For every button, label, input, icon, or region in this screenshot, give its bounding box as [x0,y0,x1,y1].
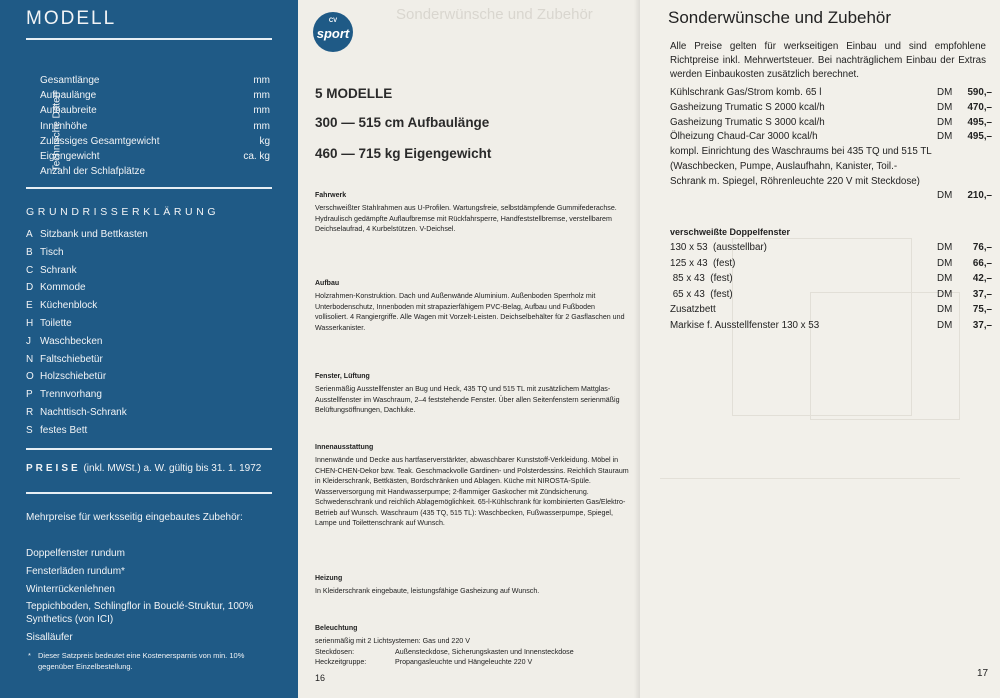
legend-item [26,333,148,351]
list-item [670,130,992,145]
price: 470,– [967,101,992,113]
price: 590,– [967,87,992,98]
section-text: Innenwände und Decke aus hartfaserverstärkter, abwaschbarer Kunststoff-Verkleidung. Möbel in CHEN-CHEN-Dekor bzw. Teak. Geschmackvolle Gardinen- und Polsterdessins. Reichlich Stauraum in Kleiderschrank, Bettkästen, Bordschränken und Ablagen. Küche mit NIROSTA-Spüle. Wasserversorgung mit Handwasserpumpe; 2-flammiger Gaskocher mit Zündsicherung. Schwedenschrank und reichlich Ablagemöglichkeit. 65-l-Kühlschrank für kombinierten Gas/Elektro-Betrieb auf Wunsch. Waschraum (435 TQ, 515 TL): Waschbecken, Fußwasserpumpe, Spiegel, Lampe und Toilettenschrank auf Wunsch. [315,456,629,527]
tech-row-label: Aufbaulänge [40,90,97,102]
list-item [670,145,992,202]
price-note-text: (inkl. MWSt.) a. W. gültig bis 31. 1. 1972 [83,463,262,474]
tech-data-vertical-label: Technische Daten [51,91,63,172]
currency: DM [937,190,953,202]
item-text: 65 x 43 (fest) [670,288,733,300]
item-text: 130 x 53 (ausstellbar) [670,242,767,253]
item-text: Kühlschrank Gas/Strom komb. 65 l [670,87,822,98]
table-row [315,657,574,668]
bleed-through-heading: Sonderwünsche und Zubehör [396,6,593,23]
tech-row-label: Anzahl der Schlafplätze [40,166,146,178]
sport-logo [313,12,353,52]
legend-key: R [26,406,34,418]
legend-label: festes Bett [40,424,88,436]
currency: DM [937,273,953,284]
page-number: 17 [977,668,989,679]
legend-label: Holzschiebetür [40,371,107,383]
legend-key: B [26,246,33,258]
section-aufbau [315,280,629,333]
item-text: 125 x 43 (fest) [670,257,736,269]
currency: DM [937,242,953,253]
legend-title: GRUNDRISSERKLÄRUNG [26,206,220,218]
page-number: 16 [315,673,326,683]
legend-label: Kommode [40,282,86,294]
price: 76,– [972,242,992,253]
page-16 [298,0,640,698]
price: 37,– [972,319,992,331]
price: 495,– [967,116,992,128]
section-text: Holzrahmen-Konstruktion. Dach und Außenwände Aluminium. Außenboden Sperrholz mit Unterbodenschutz, Innenboden mit strapazierfähigem PVC-Belag, Aufbau und Fußboden vollisoliert. 4 Rangiergriffe. Alle Wagen mit Vorzelt-Leisten. Deichselbehälter für 2 Gasflaschen und Wasserkanister. [315,292,625,332]
price: 75,– [972,304,992,315]
tech-row-label: Eigengewicht [40,150,100,162]
item-text: Gasheizung Trumatic S 3000 kcal/h [670,116,825,128]
tech-row [40,73,270,88]
extra-item: Doppelfenster rundum [26,548,125,559]
tech-row [40,88,270,103]
tech-row [40,134,270,149]
item-text: 85 x 43 (fest) [670,273,733,284]
weight-heading: 460 — 715 kg Eigengewicht [315,146,492,161]
legend-label: Toilette [40,317,72,329]
section-text: In Kleiderschrank eingebaute, leistungsfähige Gasheizung auf Wunsch. [315,587,540,595]
list-item [670,101,992,116]
price-note [26,463,261,474]
tech-row-unit: mm [253,90,270,102]
currency: DM [937,131,953,143]
extra-item: Sisalläufer [26,632,73,644]
extra-item: Fensterläden rundum* [26,565,125,577]
tech-row-label: Innenhöhe [40,120,88,132]
table-value: Außensteckdose, Sicherungskasten und Innensteckdose [395,647,574,656]
extras-heading: Mehrpreise für werksseitig eingebautes Zubehör: [26,512,243,523]
section-title: Beleuchtung [315,625,358,632]
windows-list [670,240,992,333]
legend-label: Nachttisch-Schrank [40,406,127,418]
legend-item [26,422,148,440]
legend-key: O [26,371,34,383]
legend-key: S [26,424,33,436]
tech-row-label: Zulässiges Gesamtgewicht [40,135,160,147]
table-key: Heckzeitgruppe: [315,658,367,666]
legend-label: Tisch [40,246,64,258]
price: 37,– [972,288,992,300]
list-item [670,318,992,334]
legend-label: Waschbecken [40,335,103,347]
section-text: Verschweißter Stahlrahmen aus U-Profilen. Wartungsfreie, selbstdämpfende Gummifederachse. Hydraulisch gedämpfte Auflaufbremse mit Rückfahrsperre, Handfeststellbremse, verstellbarem Deichselaufrad, 4 Kurbelstützen. V-Deichsel. [315,204,617,233]
legend-label: Trennvorhang [40,389,102,401]
list-item [670,271,992,287]
tech-row-unit: ca. kg [243,150,270,162]
legend-label: Schrank [40,264,77,276]
table-key: Steckdosen: [315,647,355,656]
legend-key: D [26,282,34,294]
legend-item [26,297,148,315]
price-note-keyword: PREISE [26,463,81,474]
tech-row-label: Gesamtlänge [40,75,100,86]
page-17 [640,0,1000,698]
price: 210,– [967,190,992,202]
page-title: Sonderwünsche und Zubehör [668,8,892,27]
section-text: serienmäßig mit 2 Lichtsystemen: Gas und 220 V [315,637,470,645]
list-item [670,240,992,256]
footnote-text: Dieser Satzpreis bedeutet eine Kostenersparnis von min. 10% gegenüber Einzelbestellung. [38,651,245,671]
list-item [670,256,992,272]
tech-row-unit: mm [253,75,270,86]
legend-item [26,386,148,404]
floorplan-legend [26,226,148,440]
lighting-table [315,647,574,668]
list-item [670,86,992,101]
extra-item: Teppichboden, Schlingflor in Bouclé-Struktur, 100% Synthetics (von ICI) [26,601,254,626]
legend-label: Küchenblock [40,300,98,312]
tech-row [40,149,270,164]
section-title: Innenausstattung [315,444,374,451]
legend-item [26,368,148,386]
section-heizung [315,575,629,597]
legend-item [26,279,148,297]
list-item [670,302,992,318]
tech-row [40,164,270,179]
item-text: Gasheizung Trumatic S 2000 kcal/h [670,101,825,113]
logo-main-text: sport [316,26,350,41]
currency: DM [937,116,953,128]
section-fenster [315,373,629,416]
section-fahrwerk [315,192,629,235]
tech-data-table [40,73,270,179]
logo-top-text: CV [328,18,338,24]
divider [26,492,272,494]
legend-item [26,351,148,369]
currency: DM [937,257,953,269]
legend-key: J [26,335,31,347]
legend-item [26,404,148,422]
section-title: Heizung [315,575,343,582]
legend-key: H [26,317,34,329]
tech-row-label: Aufbaubreite [40,105,97,117]
legend-item [26,315,148,333]
currency: DM [937,101,953,113]
table-value: Propangasleuchte und Hängeleuchte 220 V [395,658,533,666]
list-item [670,287,992,303]
models-heading: 5 MODELLE [315,86,393,101]
legend-key: N [26,353,34,365]
tech-row-unit: mm [253,120,270,132]
tech-row [40,103,270,118]
windows-subheading: verschweißte Doppelfenster [670,227,791,237]
currency: DM [937,304,953,315]
legend-item [26,226,148,244]
item-text: Markise f. Ausstellfenster 130 x 53 [670,319,820,331]
price: 42,– [972,273,992,284]
extra-item: Winterrückenlehnen [26,583,115,595]
table-row [315,647,574,658]
section-innenausstattung [315,444,629,529]
length-heading: 300 — 515 cm Aufbaulänge [315,115,490,130]
legend-label: Faltschiebetür [40,353,103,365]
section-beleuchtung [315,625,629,668]
model-data-panel [0,0,298,698]
section-text: Serienmäßig Ausstellfenster an Bug und Heck, 435 TQ und 515 TL mit zusätzlichem Mattglas-Ausstellfenster im Waschraum, 2–4 feststehende Fenster. Über allen Seitenfenstern serienmäßig Belüftungsöffnungen, Dachluke. [315,385,620,414]
divider [26,38,272,40]
section-title: Aufbau [315,280,340,287]
currency: DM [937,288,953,300]
price: 495,– [967,131,992,143]
divider [26,187,272,189]
extras-list [26,545,276,647]
intro-text: Alle Preise gelten für werkseitigen Einbau und sind empfohlene Richtpreise inkl. Mehrwertsteuer. Bei nachträglichem Einbau der Extras werden Einbaukosten zusätzlich berechnet. [670,41,986,80]
legend-item [26,262,148,280]
currency: DM [937,87,953,98]
section-title: Fahrwerk [315,192,347,199]
divider [26,448,272,450]
tech-row [40,119,270,134]
item-text: Zusatzbett [670,304,716,315]
legend-key: A [26,229,33,240]
legend-key: C [26,264,34,276]
tech-row-unit: mm [253,105,270,117]
legend-item [26,244,148,262]
legend-label: Sitzbank und Bettkasten [40,229,148,240]
footnote [28,650,274,672]
accessory-list [670,86,992,202]
price: 66,– [972,257,992,269]
legend-key: P [26,389,33,401]
section-title: Fenster, Lüftung [315,373,370,380]
panel-title: MODELL [26,8,117,29]
bleed-through-line [660,478,960,479]
footnote-marker: * [28,651,31,660]
legend-key: E [26,300,33,312]
item-text: kompl. Einrichtung des Waschraums bei 435 TQ und 515 TL (Waschbecken, Pumpe, Auslaufhahn, Kanister, Toil.-Schrank m. Spiegel, Röhrenleuchte 220 V mit Steckdose) [670,146,932,187]
item-text: Ölheizung Chaud-Car 3000 kcal/h [670,131,818,143]
tech-row-unit: kg [259,135,270,147]
list-item [670,116,992,131]
currency: DM [937,319,953,331]
